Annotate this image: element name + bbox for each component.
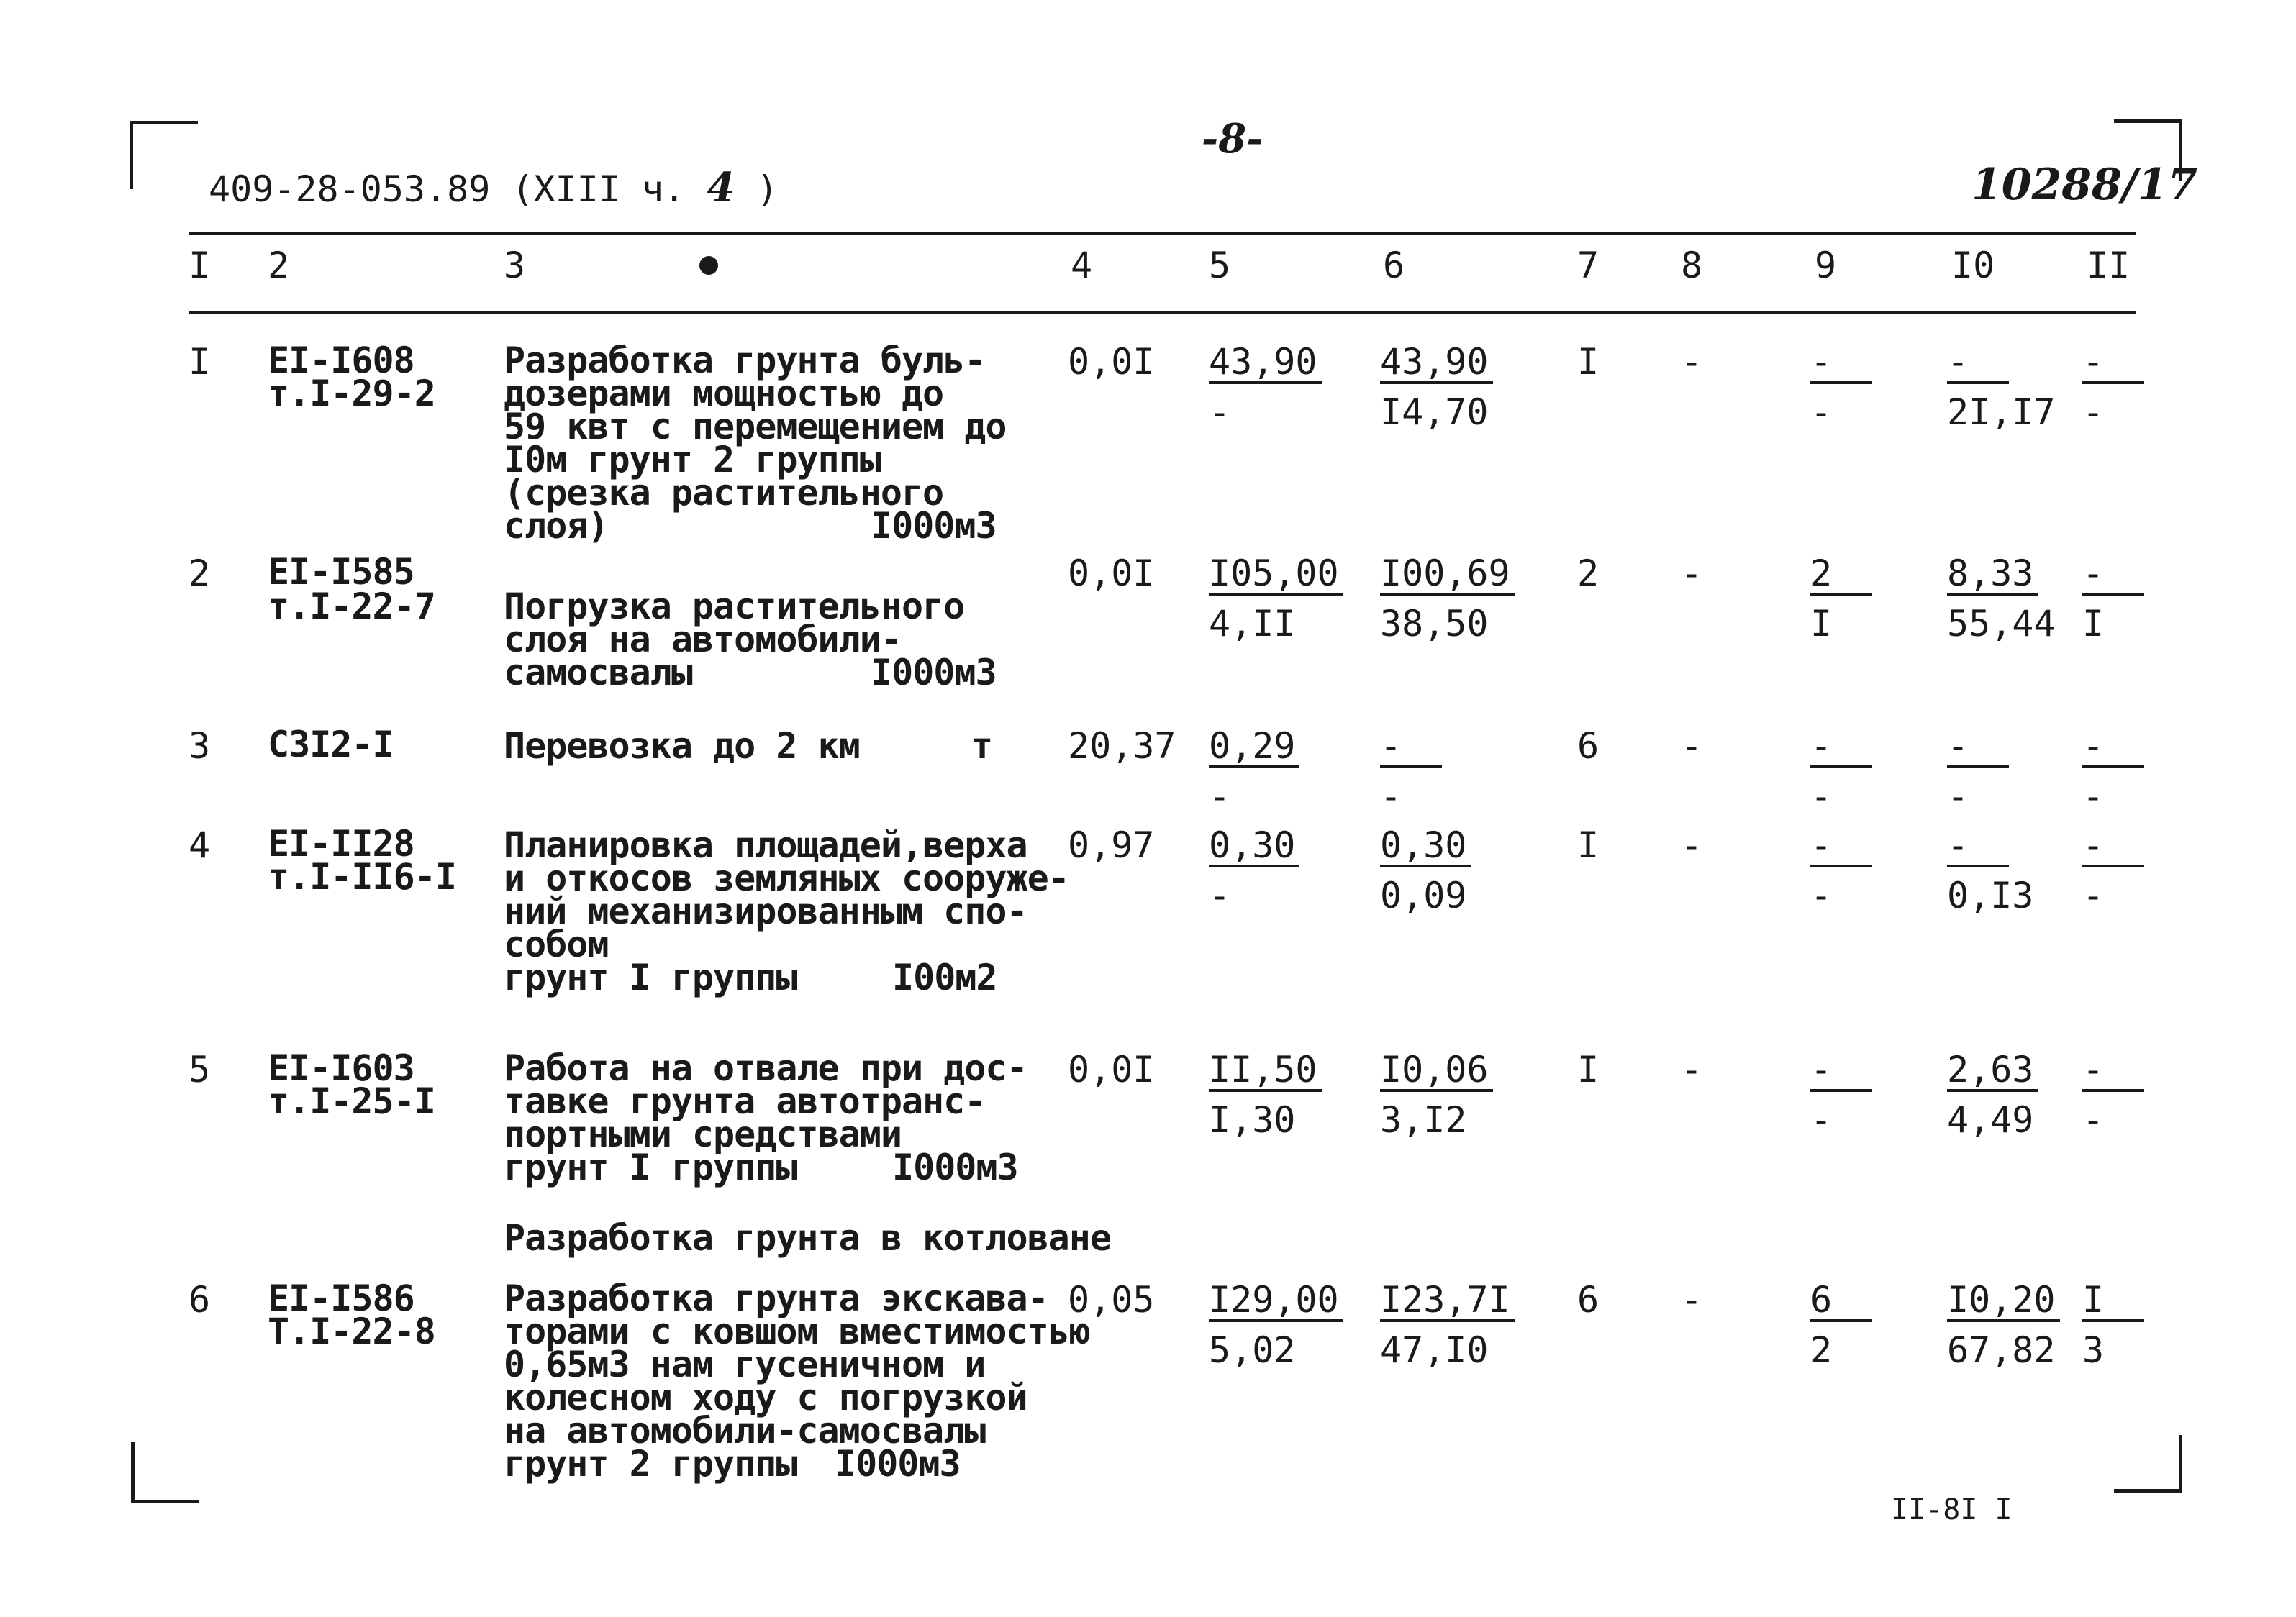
value-pair-c10 bbox=[1947, 1279, 2060, 1371]
col-7-value: 2 bbox=[1577, 552, 1600, 594]
value-bottom: 47,I0 bbox=[1380, 1329, 1489, 1371]
work-description-line: (срезка растительного bbox=[504, 472, 944, 514]
document-part-number: 4 bbox=[707, 164, 735, 211]
value-bottom: 0,09 bbox=[1380, 875, 1467, 916]
value-top: I bbox=[2082, 1282, 2144, 1322]
value-bottom: - bbox=[1209, 875, 1231, 916]
norm-code: EI-I603 bbox=[268, 1047, 414, 1089]
corner-mark-bottom-right bbox=[2114, 1435, 2182, 1493]
value-bottom: 55,44 bbox=[1947, 603, 2056, 644]
value-top: I00,69 bbox=[1380, 555, 1515, 596]
quantity: 0,05 bbox=[1068, 1279, 1155, 1321]
table-top-rule bbox=[189, 232, 2136, 235]
value-pair-c11 bbox=[2082, 552, 2144, 644]
norm-code: EI-I585 bbox=[268, 551, 414, 593]
value-bottom: - bbox=[2082, 391, 2105, 433]
col-header-10: I0 bbox=[1951, 245, 1995, 286]
col-header-7: 7 bbox=[1577, 245, 1600, 286]
col-8-value: - bbox=[1681, 824, 1703, 866]
value-bottom: - bbox=[1810, 391, 1833, 433]
work-description-line: колесном ходу с погрузкой bbox=[504, 1377, 1027, 1418]
work-description-line: 59 квт с перемещением до bbox=[504, 406, 1007, 447]
value-top: 0,30 bbox=[1380, 827, 1471, 867]
value-top: I05,00 bbox=[1209, 555, 1343, 596]
value-pair-c11 bbox=[2082, 824, 2144, 916]
unit-of-measure: I000м3 bbox=[871, 505, 997, 547]
work-description-line: самосвалы bbox=[504, 652, 692, 693]
value-bottom: 3,I2 bbox=[1380, 1099, 1467, 1141]
value-pair-c5 bbox=[1209, 341, 1322, 433]
unit-of-measure: I000м3 bbox=[871, 652, 997, 693]
norm-code: СЗI2-I bbox=[268, 724, 394, 765]
work-description-line: 0,65м3 нам гусеничном и bbox=[504, 1344, 986, 1385]
unit-of-measure: I00м2 bbox=[892, 957, 997, 998]
value-pair-c9 bbox=[1810, 341, 1872, 433]
value-pair-c11 bbox=[2082, 341, 2144, 433]
value-top: I0,20 bbox=[1947, 1282, 2060, 1322]
work-description-line: портными средствами bbox=[504, 1113, 902, 1155]
value-pair-c10 bbox=[1947, 552, 2056, 644]
value-pair-c11 bbox=[2082, 1279, 2144, 1371]
unit-of-measure: I000м3 bbox=[892, 1147, 1018, 1188]
value-top: - bbox=[1380, 728, 1442, 768]
value-top: II,50 bbox=[1209, 1052, 1322, 1092]
value-bottom: - bbox=[1810, 1099, 1833, 1141]
value-bottom: - bbox=[2082, 1099, 2105, 1141]
norm-table-ref: т.I-22-7 bbox=[268, 586, 435, 627]
norm-table-ref: т.I-II6-I bbox=[268, 856, 456, 898]
col-header-8: 8 bbox=[1681, 245, 1703, 286]
value-top: 8,33 bbox=[1947, 555, 2038, 596]
document-code-text: 409-28-053.89 (XIII ч. bbox=[209, 168, 686, 210]
quantity: 0,0I bbox=[1068, 341, 1155, 383]
value-bottom: 0,I3 bbox=[1947, 875, 2034, 916]
value-top: I23,7I bbox=[1380, 1282, 1515, 1322]
value-top: I0,06 bbox=[1380, 1052, 1493, 1092]
value-bottom: I bbox=[2082, 603, 2105, 644]
value-pair-c10 bbox=[1947, 824, 2034, 916]
value-top: - bbox=[1947, 344, 2009, 384]
row-number: I bbox=[189, 341, 211, 383]
work-description-line: грунт I группы bbox=[504, 1147, 797, 1188]
work-description-line: Разработка грунта буль- bbox=[504, 340, 986, 381]
row-number: 5 bbox=[189, 1049, 211, 1090]
row-number: 2 bbox=[189, 552, 211, 594]
value-pair-c9 bbox=[1810, 1049, 1872, 1141]
quantity: 0,0I bbox=[1068, 1049, 1155, 1090]
document-code bbox=[209, 164, 779, 211]
row-number: 4 bbox=[189, 824, 211, 866]
value-pair-c11 bbox=[2082, 1049, 2144, 1141]
work-description-line: торами с ковшом вместимостью bbox=[504, 1311, 1090, 1352]
quantity: 20,37 bbox=[1068, 725, 1176, 767]
value-pair-c10 bbox=[1947, 725, 2009, 817]
value-pair-c5 bbox=[1209, 824, 1299, 916]
value-pair-c10 bbox=[1947, 1049, 2038, 1141]
value-bottom: 67,82 bbox=[1947, 1329, 2056, 1371]
value-top: 43,90 bbox=[1380, 344, 1493, 384]
norm-code: EI-I608 bbox=[268, 340, 414, 381]
col-7-value: I bbox=[1577, 341, 1600, 383]
value-bottom: 2I,I7 bbox=[1947, 391, 2056, 433]
page-number: -8- bbox=[1202, 115, 1263, 163]
unit-of-measure: I000м3 bbox=[835, 1443, 961, 1485]
value-bottom: 3 bbox=[2082, 1329, 2105, 1371]
value-bottom: 4,49 bbox=[1947, 1099, 2034, 1141]
value-bottom: - bbox=[2082, 775, 2105, 817]
value-pair-c5 bbox=[1209, 552, 1343, 644]
value-bottom: - bbox=[1947, 775, 1969, 817]
work-description-line: Планировка площадей,верха bbox=[504, 824, 1027, 866]
value-pair-c6 bbox=[1380, 824, 1471, 916]
value-pair-c9 bbox=[1810, 725, 1872, 817]
value-top: - bbox=[2082, 728, 2144, 768]
value-top: I29,00 bbox=[1209, 1282, 1343, 1322]
value-pair-c10 bbox=[1947, 341, 2056, 433]
value-top: - bbox=[2082, 1052, 2144, 1092]
value-pair-c5 bbox=[1209, 1279, 1343, 1371]
value-pair-c6 bbox=[1380, 1279, 1515, 1371]
value-top: - bbox=[1810, 344, 1872, 384]
value-bottom: - bbox=[1209, 775, 1231, 817]
row-number: 6 bbox=[189, 1279, 211, 1321]
row-number: 3 bbox=[189, 725, 211, 767]
value-top: 6 bbox=[1810, 1282, 1872, 1322]
value-top: 0,30 bbox=[1209, 827, 1299, 867]
col-header-11: II bbox=[2087, 245, 2131, 286]
work-description-line: дозерами мощностью до bbox=[504, 373, 944, 414]
value-top: - bbox=[2082, 827, 2144, 867]
value-bottom: I,30 bbox=[1209, 1099, 1296, 1141]
value-bottom: 4,II bbox=[1209, 603, 1296, 644]
value-bottom: 2 bbox=[1810, 1329, 1833, 1371]
value-pair-c9 bbox=[1810, 552, 1872, 644]
quantity: 0,0I bbox=[1068, 552, 1155, 594]
work-description-line: грунт 2 группы bbox=[504, 1443, 797, 1485]
work-description-line: Разработка грунта экскава- bbox=[504, 1277, 1048, 1319]
value-bottom: - bbox=[1380, 775, 1402, 817]
value-bottom: I bbox=[1810, 603, 1833, 644]
work-description-line: слоя на автомобили- bbox=[504, 619, 902, 660]
col-header-3: 3 bbox=[504, 245, 526, 286]
value-pair-c9 bbox=[1810, 824, 1872, 916]
col-7-value: I bbox=[1577, 824, 1600, 866]
col-8-value: - bbox=[1681, 552, 1703, 594]
norm-table-ref: Т.I-22-8 bbox=[268, 1311, 435, 1352]
unit-of-measure: т bbox=[971, 725, 993, 767]
corner-mark-top-left bbox=[130, 121, 198, 189]
value-top: 2,63 bbox=[1947, 1052, 2038, 1092]
norm-table-ref: т.I-29-2 bbox=[268, 373, 435, 414]
norm-code: EI-I586 bbox=[268, 1277, 414, 1319]
col-header-5: 5 bbox=[1209, 245, 1231, 286]
section-heading: Разработка грунта в котловане bbox=[504, 1217, 1111, 1259]
col-header-2: 2 bbox=[268, 245, 290, 286]
corner-mark-bottom-left bbox=[131, 1442, 199, 1503]
document-code-close: ) bbox=[756, 168, 779, 210]
value-bottom: 5,02 bbox=[1209, 1329, 1296, 1371]
norm-table-ref: т.I-25-I bbox=[268, 1080, 435, 1122]
value-top: - bbox=[2082, 344, 2144, 384]
col-7-value: 6 bbox=[1577, 725, 1600, 767]
value-top: - bbox=[2082, 555, 2144, 596]
quantity: 0,97 bbox=[1068, 824, 1155, 866]
norm-code: EI-II28 bbox=[268, 823, 414, 865]
registration-stamp: 10288/17 bbox=[1971, 160, 2198, 210]
value-pair-c5 bbox=[1209, 1049, 1322, 1141]
value-bottom: - bbox=[1810, 775, 1833, 817]
value-top: - bbox=[1947, 728, 2009, 768]
work-description-line: тавке грунта автотранс- bbox=[504, 1080, 986, 1122]
col-8-value: - bbox=[1681, 341, 1703, 383]
value-pair-c6 bbox=[1380, 552, 1515, 644]
value-pair-c6 bbox=[1380, 725, 1442, 817]
value-bottom: 38,50 bbox=[1380, 603, 1489, 644]
value-top: 2 bbox=[1810, 555, 1872, 596]
footer-code: II-8I I bbox=[1891, 1493, 2013, 1526]
work-description-line: Перевозка до 2 км bbox=[504, 725, 860, 767]
col-header-6: 6 bbox=[1383, 245, 1405, 286]
work-description-line: Погрузка растительного bbox=[504, 586, 965, 627]
col-header-4: 4 bbox=[1071, 245, 1093, 286]
work-description-line: на автомобили-самосвалы bbox=[504, 1410, 986, 1452]
work-description-line: Работа на отвале при дос- bbox=[504, 1047, 1027, 1089]
table-header-rule bbox=[189, 311, 2136, 314]
col-8-value: - bbox=[1681, 1279, 1703, 1321]
value-bottom: - bbox=[1209, 391, 1231, 433]
bullet-icon bbox=[699, 256, 718, 275]
value-pair-c9 bbox=[1810, 1279, 1872, 1371]
col-8-value: - bbox=[1681, 1049, 1703, 1090]
work-description-line: ний механизированным спо- bbox=[504, 891, 1027, 932]
value-pair-c6 bbox=[1380, 1049, 1493, 1141]
col-8-value: - bbox=[1681, 725, 1703, 767]
work-description-line: I0м грунт 2 группы bbox=[504, 439, 881, 480]
value-top: - bbox=[1810, 728, 1872, 768]
work-description-line: собом bbox=[504, 924, 609, 965]
work-description-line: и откосов земляных сооруже- bbox=[504, 857, 1069, 899]
value-bottom: I4,70 bbox=[1380, 391, 1489, 433]
value-bottom: - bbox=[2082, 875, 2105, 916]
work-description-line: слоя) bbox=[504, 505, 609, 547]
col-7-value: 6 bbox=[1577, 1279, 1600, 1321]
col-header-1: I bbox=[189, 245, 211, 286]
value-pair-c11 bbox=[2082, 725, 2144, 817]
value-pair-c6 bbox=[1380, 341, 1493, 433]
value-bottom: - bbox=[1810, 875, 1833, 916]
value-top: - bbox=[1810, 827, 1872, 867]
value-top: - bbox=[1810, 1052, 1872, 1092]
value-top: 43,90 bbox=[1209, 344, 1322, 384]
value-pair-c5 bbox=[1209, 725, 1299, 817]
col-7-value: I bbox=[1577, 1049, 1600, 1090]
work-description-line: грунт I группы bbox=[504, 957, 797, 998]
value-top: 0,29 bbox=[1209, 728, 1299, 768]
value-top: - bbox=[1947, 827, 2009, 867]
col-header-9: 9 bbox=[1815, 245, 1837, 286]
